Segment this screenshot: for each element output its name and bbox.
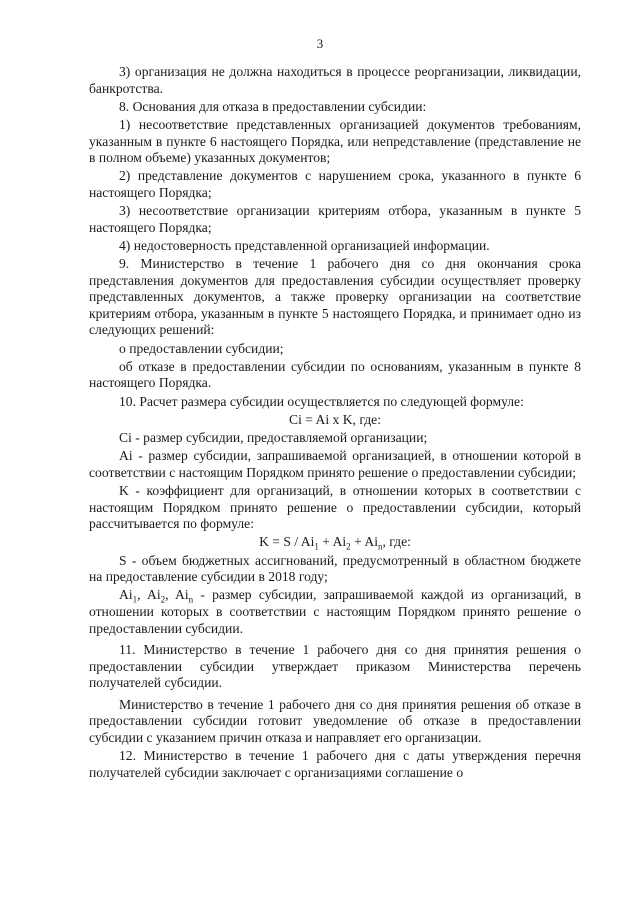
- paragraph: Министерство в течение 1 рабочего дня со дня принятия решения об отказе в предоставлении субсидии готовит уведомление об отказе в предоставлении субсидии с указанием причин отказа и направляет его организации.: [89, 696, 581, 746]
- paragraph: о предоставлении субсидии;: [119, 340, 284, 356]
- formula-k-plus2: + Ai: [350, 534, 378, 550]
- ai-def-rest: - размер субсидии, запрашиваемой каждой из организаций, в отношении которых в соответствии с настоящим Порядком принято решение о предоставлении субсидии.: [89, 587, 581, 636]
- ai-def-a1: Ai: [119, 587, 133, 603]
- paragraph: 3) организация не должна находиться в процессе реорганизации, ликвидации, банкротства.: [89, 64, 581, 96]
- ai-def-a2: , Ai: [137, 587, 161, 603]
- formula-k-subn: n: [377, 542, 383, 553]
- formula-ci: Ci = Ai x K, где:: [289, 411, 381, 427]
- formula-k-sub2: 2: [346, 542, 351, 553]
- paragraph: 9. Министерство в течение 1 рабочего дня со дня окончания срока представления документов для предоставления субсидии осуществляет проверку представленных документов, а также проверку организации на соответствие критериям отбора, указанным в пункте 5 настоящего Порядка, и принимает одно из следующих решений:: [89, 256, 581, 338]
- formula-k-sub1: 1: [314, 542, 319, 553]
- ai-def-s1: 1: [132, 595, 138, 606]
- paragraph: 12. Министерство в течение 1 рабочего дня с даты утверждения перечня получателей субсидии заключает с организациями соглашение о: [89, 748, 581, 780]
- ai-definition: [89, 587, 581, 637]
- formula-k-suffix: , где:: [382, 534, 411, 550]
- page-number: 3: [316, 36, 324, 51]
- paragraph: S - объем бюджетных ассигнований, предусмотренный в областном бюджете на предоставление субсидии в 2018 году;: [89, 552, 581, 585]
- paragraph: 2) представление документов с нарушением срока, указанного в пункте 6 настоящего Порядка;: [89, 168, 581, 200]
- paragraph: 4) недостоверность представленной организацией информации.: [119, 237, 490, 253]
- paragraph: Ai - размер субсидии, запрашиваемой организацией, в отношении которой в соответствии с настоящим Порядком принято решение о предоставлении субсидии;: [89, 448, 581, 480]
- ai-def-s3: n: [188, 595, 194, 606]
- paragraph: об отказе в предоставлении субсидии по основаниям, указанным в пункте 8 настоящего Порядка.: [89, 358, 581, 391]
- paragraph: K - коэффициент для организаций, в отношении которых в соответствии с настоящим Порядком принято решение о предоставлении субсидии, который рассчитывается по формуле:: [89, 482, 581, 532]
- paragraph: 1) несоответствие представленных организацией документов требованиям, указанным в пункте 6 настоящего Порядка, или непредставление (представление не в полном объеме) указанных документов;: [89, 116, 581, 166]
- formula-k-prefix: K = S / Ai: [259, 534, 315, 550]
- paragraph: 10. Расчет размера субсидии осуществляется по следующей формуле:: [119, 393, 524, 409]
- paragraph: 11. Министерство в течение 1 рабочего дня со дня принятия решения о предоставлении субсидии утверждает приказом Министерства перечень получателей субсидии.: [89, 642, 581, 691]
- paragraph: Ci - размер субсидии, предоставляемой организации;: [119, 430, 428, 445]
- ai-def-a3: , Ai: [165, 587, 189, 603]
- formula-k: [89, 534, 581, 551]
- formula-k-plus1: + Ai: [318, 534, 347, 550]
- paragraph: 8. Основания для отказа в предоставлении субсидии:: [119, 98, 427, 114]
- paragraph: 3) несоответствие организации критериям отбора, указанным в пункте 5 настоящего Порядка;: [89, 203, 581, 235]
- ai-def-s2: 2: [160, 595, 166, 606]
- document-body: [89, 64, 581, 783]
